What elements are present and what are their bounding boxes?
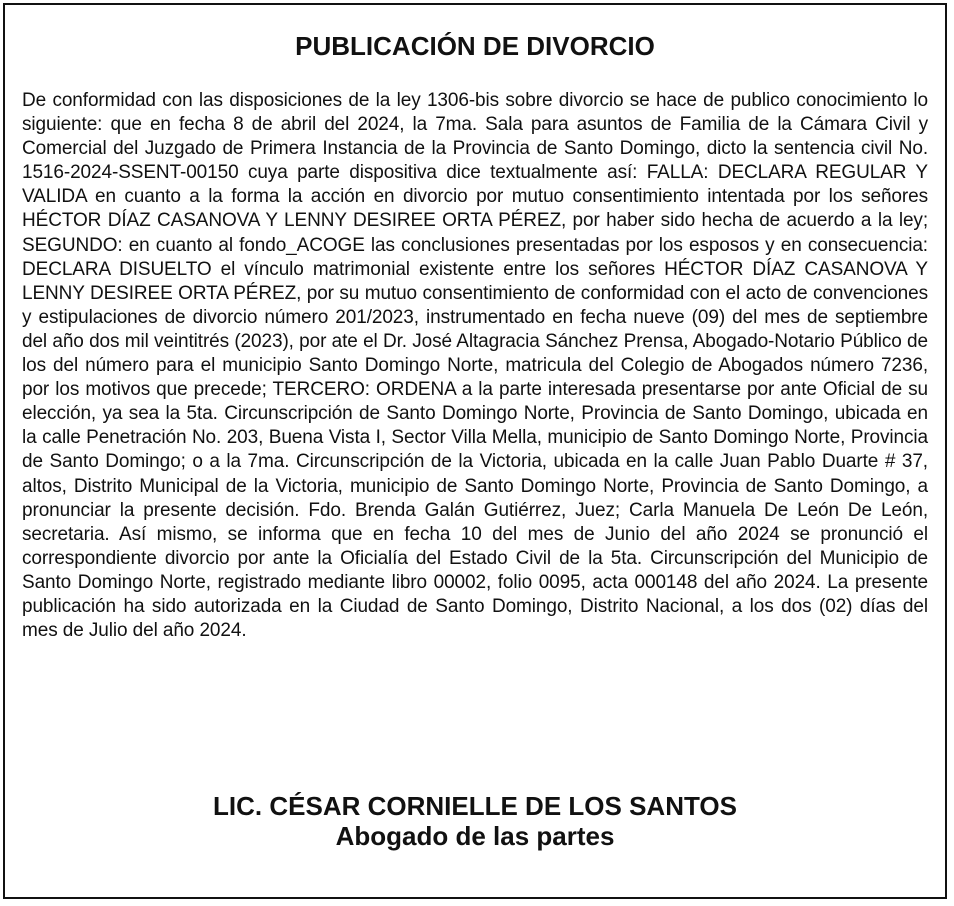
signature-name: LIC. CÉSAR CORNIELLE DE LOS SANTOS <box>213 791 737 821</box>
notice-body: De conformidad con las disposiciones de la ley 1306-bis sobre divorcio se hace de publico conocimiento lo siguiente: que en fecha 8 de abril del 2024, la 7ma. Sala para asuntos de Familia de la Cámara Civil y Comercial del Juzgado de Primera Instancia de la Provincia de Santo Domingo, dicto la sentencia civil No. 1516-2024-SSENT-00150 cuya parte dispositiva dice textualmente así: FALLA: DECLARA REGULAR Y VALIDA en cuanto a la forma la acción en divorcio por mutuo consentimiento intentada por los señores HÉCTOR DÍAZ CASANOVA Y LENNY DESIREE ORTA PÉREZ, por haber sido hecha de acuerdo a la ley; SEGUNDO: en cuanto al fondo_ACOGE las conclusiones presentadas por los esposos y en consecuencia: DECLARA DISUELTO el vínculo matrimonial existente entre los señores HÉCTOR DÍAZ CASANOVA Y LENNY DESIREE ORTA PÉREZ, por su mutuo consentimiento de conformidad con el acto de convenciones y estipulaciones de divorcio número 201/2023, instrumentado en fecha nueve (09) del mes de septiembre del año dos mil veintitrés (2023), por ate el Dr. José Altagracia Sánchez Prensa, Abogado-Notario Público de los del número para el municipio Santo Domingo Norte, matricula del Colegio de Abogados número 7236, por los motivos que precede; TERCERO: ORDENA a la parte interesada presentarse por ante Oficial de su elección, ya sea la 5ta. Circunscripción de Santo Domingo Norte, Provincia de Santo Domingo, ubicada en la calle Penetración No. 203, Buena Vista I, Sector Villa Mella, municipio de Santo Domingo Norte, Provincia de Santo Domingo; o a la 7ma. Circunscripción de la Victoria, ubicada en la calle Juan Pablo Duarte # 37, altos, Distrito Municipal de la Victoria, municipio de Santo Domingo Norte, Provincia de Santo Domingo, a pronunciar la presente decisión. Fdo. Brenda Galán Gutiérrez, Juez; Carla Manuela De León De León, secretaria. Así mismo, se informa que en fecha 10 del mes de Junio del año 2024 se pronunció el correspondiente divorcio por ante la Oficialía del Estado Civil de la 5ta. Circunscripción del Municipio de Santo Domingo Norte, registrado mediante libro 00002, folio 0095, acta 000148 del año 2024. La presente publicación ha sido autorizada en la Ciudad de Santo Domingo, Distrito Nacional, a los dos (02) días del mes de Julio del año 2024. <box>22 90 928 642</box>
notice-title: PUBLICACIÓN DE DIVORCIO <box>295 31 655 61</box>
signature-role: Abogado de las partes <box>335 821 615 851</box>
divorce-notice <box>3 3 947 899</box>
signature-block <box>5 791 945 851</box>
